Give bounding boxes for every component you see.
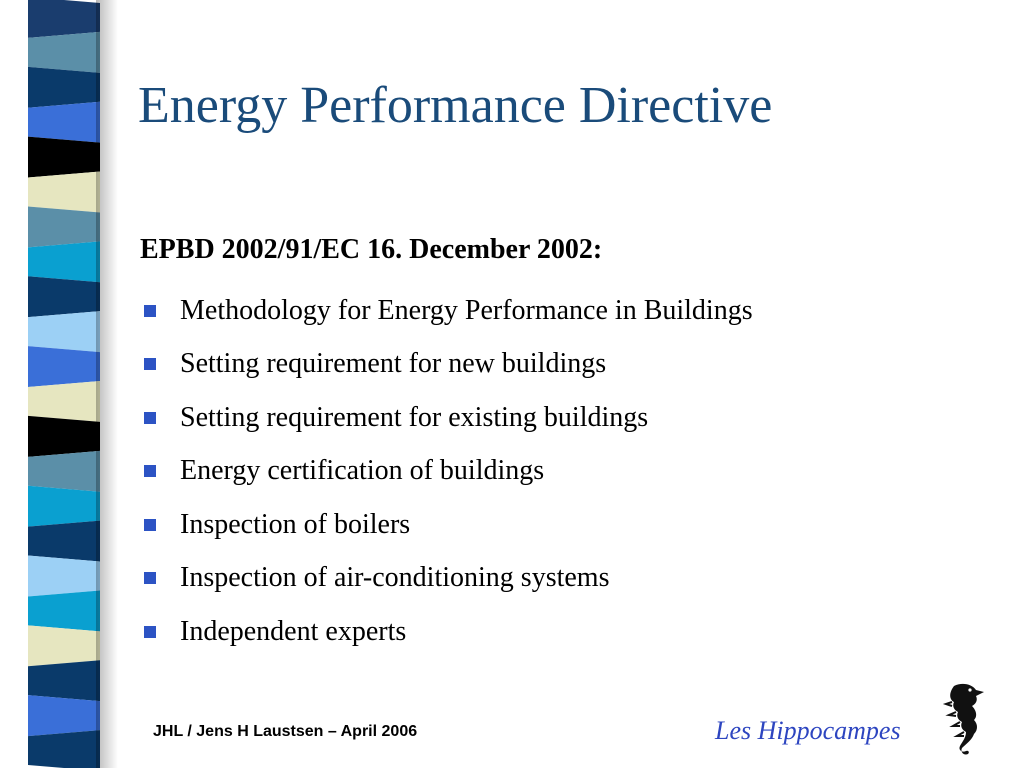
stripe-segment xyxy=(28,311,100,352)
stripe-segment xyxy=(28,102,100,143)
slide-title: Energy Performance Directive xyxy=(138,77,773,134)
bullet-list xyxy=(140,284,753,659)
square-bullet-icon xyxy=(144,519,156,531)
bullet-text: Setting requirement for new buildings xyxy=(180,348,607,380)
stripe-segment xyxy=(28,416,100,457)
stripe-segment xyxy=(28,625,100,666)
bullet-item xyxy=(140,391,753,445)
bullet-item xyxy=(140,445,753,499)
stripe-segment xyxy=(28,486,100,527)
square-bullet-icon xyxy=(144,412,156,424)
square-bullet-icon xyxy=(144,572,156,584)
stripe-segment xyxy=(28,67,100,108)
stripe-segment xyxy=(28,0,100,38)
slide-subheading: EPBD 2002/91/EC 16. December 2002: xyxy=(140,234,603,265)
decorative-stripe-bar xyxy=(28,0,100,768)
stripe-segment xyxy=(28,660,100,701)
stripe-segment xyxy=(28,276,100,317)
stripe-segment xyxy=(28,451,100,492)
bullet-text: Energy certification of buildings xyxy=(180,455,545,487)
seahorse-icon xyxy=(932,680,988,760)
bullet-text: Inspection of air-conditioning systems xyxy=(180,562,610,594)
stripe-segment xyxy=(28,206,100,247)
bullet-item xyxy=(140,338,753,392)
footer-author: JHL / Jens H Laustsen – April 2006 xyxy=(153,723,418,740)
stripe-segment xyxy=(28,381,100,422)
square-bullet-icon xyxy=(144,626,156,638)
stripe-segment xyxy=(28,521,100,562)
bullet-text: Independent experts xyxy=(180,615,407,647)
stripe-segment xyxy=(28,346,100,387)
stripe-segment xyxy=(28,730,100,768)
stripe-segment xyxy=(28,590,100,631)
square-bullet-icon xyxy=(144,305,156,317)
bullet-item xyxy=(140,284,753,338)
bullet-text: Setting requirement for existing buildings xyxy=(180,401,649,433)
bullet-item xyxy=(140,552,753,606)
stripe-segment xyxy=(28,695,100,736)
bullet-text: Methodology for Energy Performance in Buildings xyxy=(180,294,753,326)
bullet-item xyxy=(140,498,753,552)
stripe-segment xyxy=(28,556,100,597)
square-bullet-icon xyxy=(144,465,156,477)
stripe-segment xyxy=(28,172,100,213)
bullet-text: Inspection of boilers xyxy=(180,508,411,540)
stripe-shadow xyxy=(96,0,118,768)
stripe-segment xyxy=(28,137,100,178)
stripe-segment xyxy=(28,241,100,282)
footer-brand: Les Hippocampes xyxy=(715,716,901,745)
square-bullet-icon xyxy=(144,358,156,370)
stripe-segment xyxy=(28,32,100,73)
bullet-item xyxy=(140,605,753,659)
